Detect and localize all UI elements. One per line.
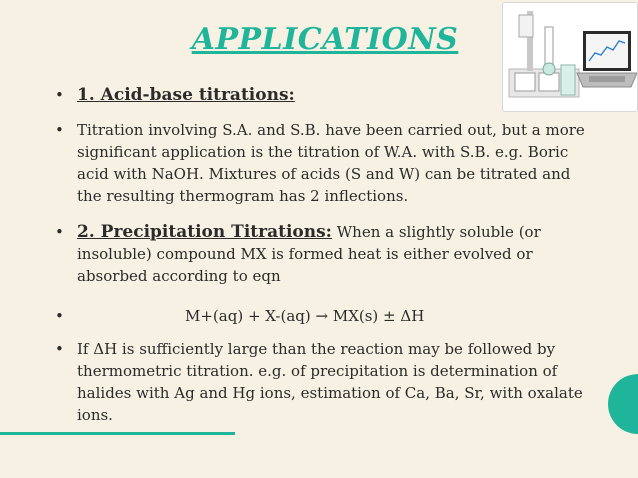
bullet-dot: • [55,223,64,241]
reaction-equation: M+(aq) + X-(aq) → MX(s) ± ΔH [185,307,425,325]
bullet-dot: • [55,340,64,358]
precipitation-description: When a slightly soluble (or insoluble) compound MX is formed heat is either evolved or absorbed according to eqn [77,223,541,285]
acid-base-heading: 1. Acid-base titrations: [77,85,295,105]
acid-base-description: Titration involving S.A. and S.B. have been carried out, but a more significant application is the titration of W.A. with S.B. e.g. Boric acid with NaOH. Mixtures of acids (S and W) can be titrated and the resulting thermogram has 2 inflections. [77,121,585,205]
precipitation-heading: 2. Precipitation Titrations: [77,222,332,242]
precipitation-block [77,221,597,287]
bullet-dot: • [55,121,64,139]
bottom-accent-rule [0,432,235,435]
slide-title: APPLICATIONS [191,22,459,57]
bullet-dot: • [55,307,64,325]
bullet-dot: • [55,86,64,104]
thermometric-description: If ΔH is sufficiently large than the reaction may be followed by thermometric titration. e.g. of precipitation is determination of halides with Ag and Hg ions, estimation of Ca, Ba, Sr, with oxalate ions. [77,340,583,424]
accent-circle [608,374,638,434]
